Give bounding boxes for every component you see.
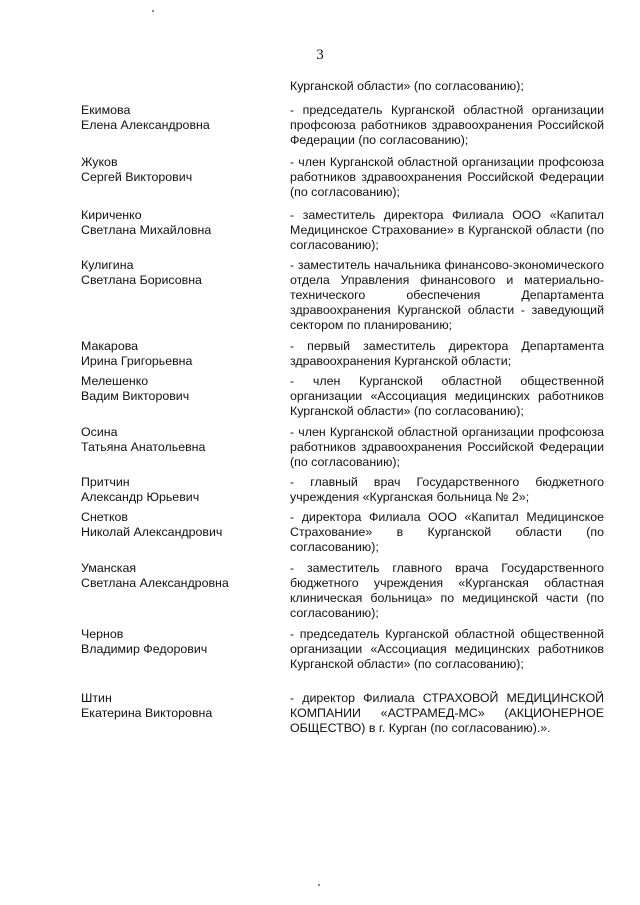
member-given-names: Владимир Федорович <box>81 642 208 656</box>
member-surname: Кириченко <box>81 208 142 222</box>
member-given-names: Ирина Григорьевна <box>81 354 193 368</box>
member-surname: Жуков <box>81 155 118 169</box>
member-surname: Уманская <box>81 561 137 575</box>
member-surname: Притчин <box>81 475 130 489</box>
member-role: - председатель Курганской областной общественной организации «Ассоциация медицинских работников Курганской области» (по согласованию); <box>290 627 604 671</box>
member-surname: Макарова <box>81 339 139 353</box>
member-role: - заместитель начальника финансово-экономического отдела Управления финансового и материально-технического обеспечения Департамента здравоохранения Курганской области - заведующий сектором по планированию; <box>290 258 604 332</box>
member-name <box>81 627 281 657</box>
member-name <box>81 561 281 591</box>
page-number: 3 <box>316 47 324 63</box>
member-name <box>81 155 281 185</box>
member-name <box>81 425 281 455</box>
member-surname: Штин <box>81 691 112 705</box>
member-given-names: Сергей Викторович <box>81 170 193 184</box>
member-surname: Чернов <box>81 627 124 641</box>
member-role: - член Курганской областной общественной организации «Ассоциация медицинских работников Курганской области» (по согласованию); <box>290 374 604 418</box>
member-role: - первый заместитель директора Департамента здравоохранения Курганской области; <box>290 339 604 368</box>
member-name <box>81 258 281 288</box>
member-role: - заместитель директора Филиала ООО «Капитал Медицинское Страхование» в Курганской области (по согласованию); <box>290 208 604 252</box>
member-surname: Екимова <box>81 103 131 117</box>
member-name <box>81 374 281 404</box>
member-role: - заместитель главного врача Государственного бюджетного учреждения «Курганская областная клиническая больница» по медицинской части (по согласованию); <box>290 561 604 620</box>
member-name <box>81 475 281 505</box>
scan-speck <box>318 884 320 886</box>
member-given-names: Вадим Викторович <box>81 389 190 403</box>
member-name <box>81 691 281 721</box>
member-given-names: Татьяна Анатольевна <box>81 440 206 454</box>
member-given-names: Екатерина Викторовна <box>81 706 213 720</box>
member-name <box>81 103 281 133</box>
member-given-names: Елена Александровна <box>81 118 210 132</box>
member-surname: Осина <box>81 425 118 439</box>
member-role: - директора Филиала ООО «Капитал Медицинское Страхование» в Курганской области (по согласованию); <box>290 510 604 554</box>
member-surname: Мелешенко <box>81 374 149 388</box>
member-surname: Кулигина <box>81 258 134 272</box>
member-name <box>81 339 281 369</box>
member-role: - директор Филиала СТРАХОВОЙ МЕДИЦИНСКОЙ КОМПАНИИ «АСТРАМЕД-МС» (АКЦИОНЕРНОЕ ОБЩЕСТВО) в г. Курган (по согласованию).». <box>290 691 604 735</box>
continued-text: Курганской области» (по согласованию); <box>290 79 524 93</box>
member-role: - председатель Курганской областной организации профсоюза работников здравоохранения Российской Федерации (по согласованию); <box>290 103 604 147</box>
member-given-names: Светлана Борисовна <box>81 273 202 287</box>
member-given-names: Светлана Михайловна <box>81 223 212 237</box>
member-given-names: Светлана Александровна <box>81 576 229 590</box>
member-given-names: Николай Александрович <box>81 525 223 539</box>
scan-speck <box>152 10 154 12</box>
member-name <box>81 510 281 540</box>
member-role: - член Курганской областной организации профсоюза работников здравоохранения Российской Федерации (по согласованию); <box>290 155 604 199</box>
member-role: - член Курганской областной организации профсоюза работников здравоохранения Российской Федерации (по согласованию); <box>290 425 604 469</box>
member-role: - главный врач Государственного бюджетного учреждения «Курганская больница № 2»; <box>290 475 604 504</box>
member-given-names: Александр Юрьевич <box>81 490 200 504</box>
member-surname: Снетков <box>81 510 128 524</box>
member-name <box>81 208 281 238</box>
